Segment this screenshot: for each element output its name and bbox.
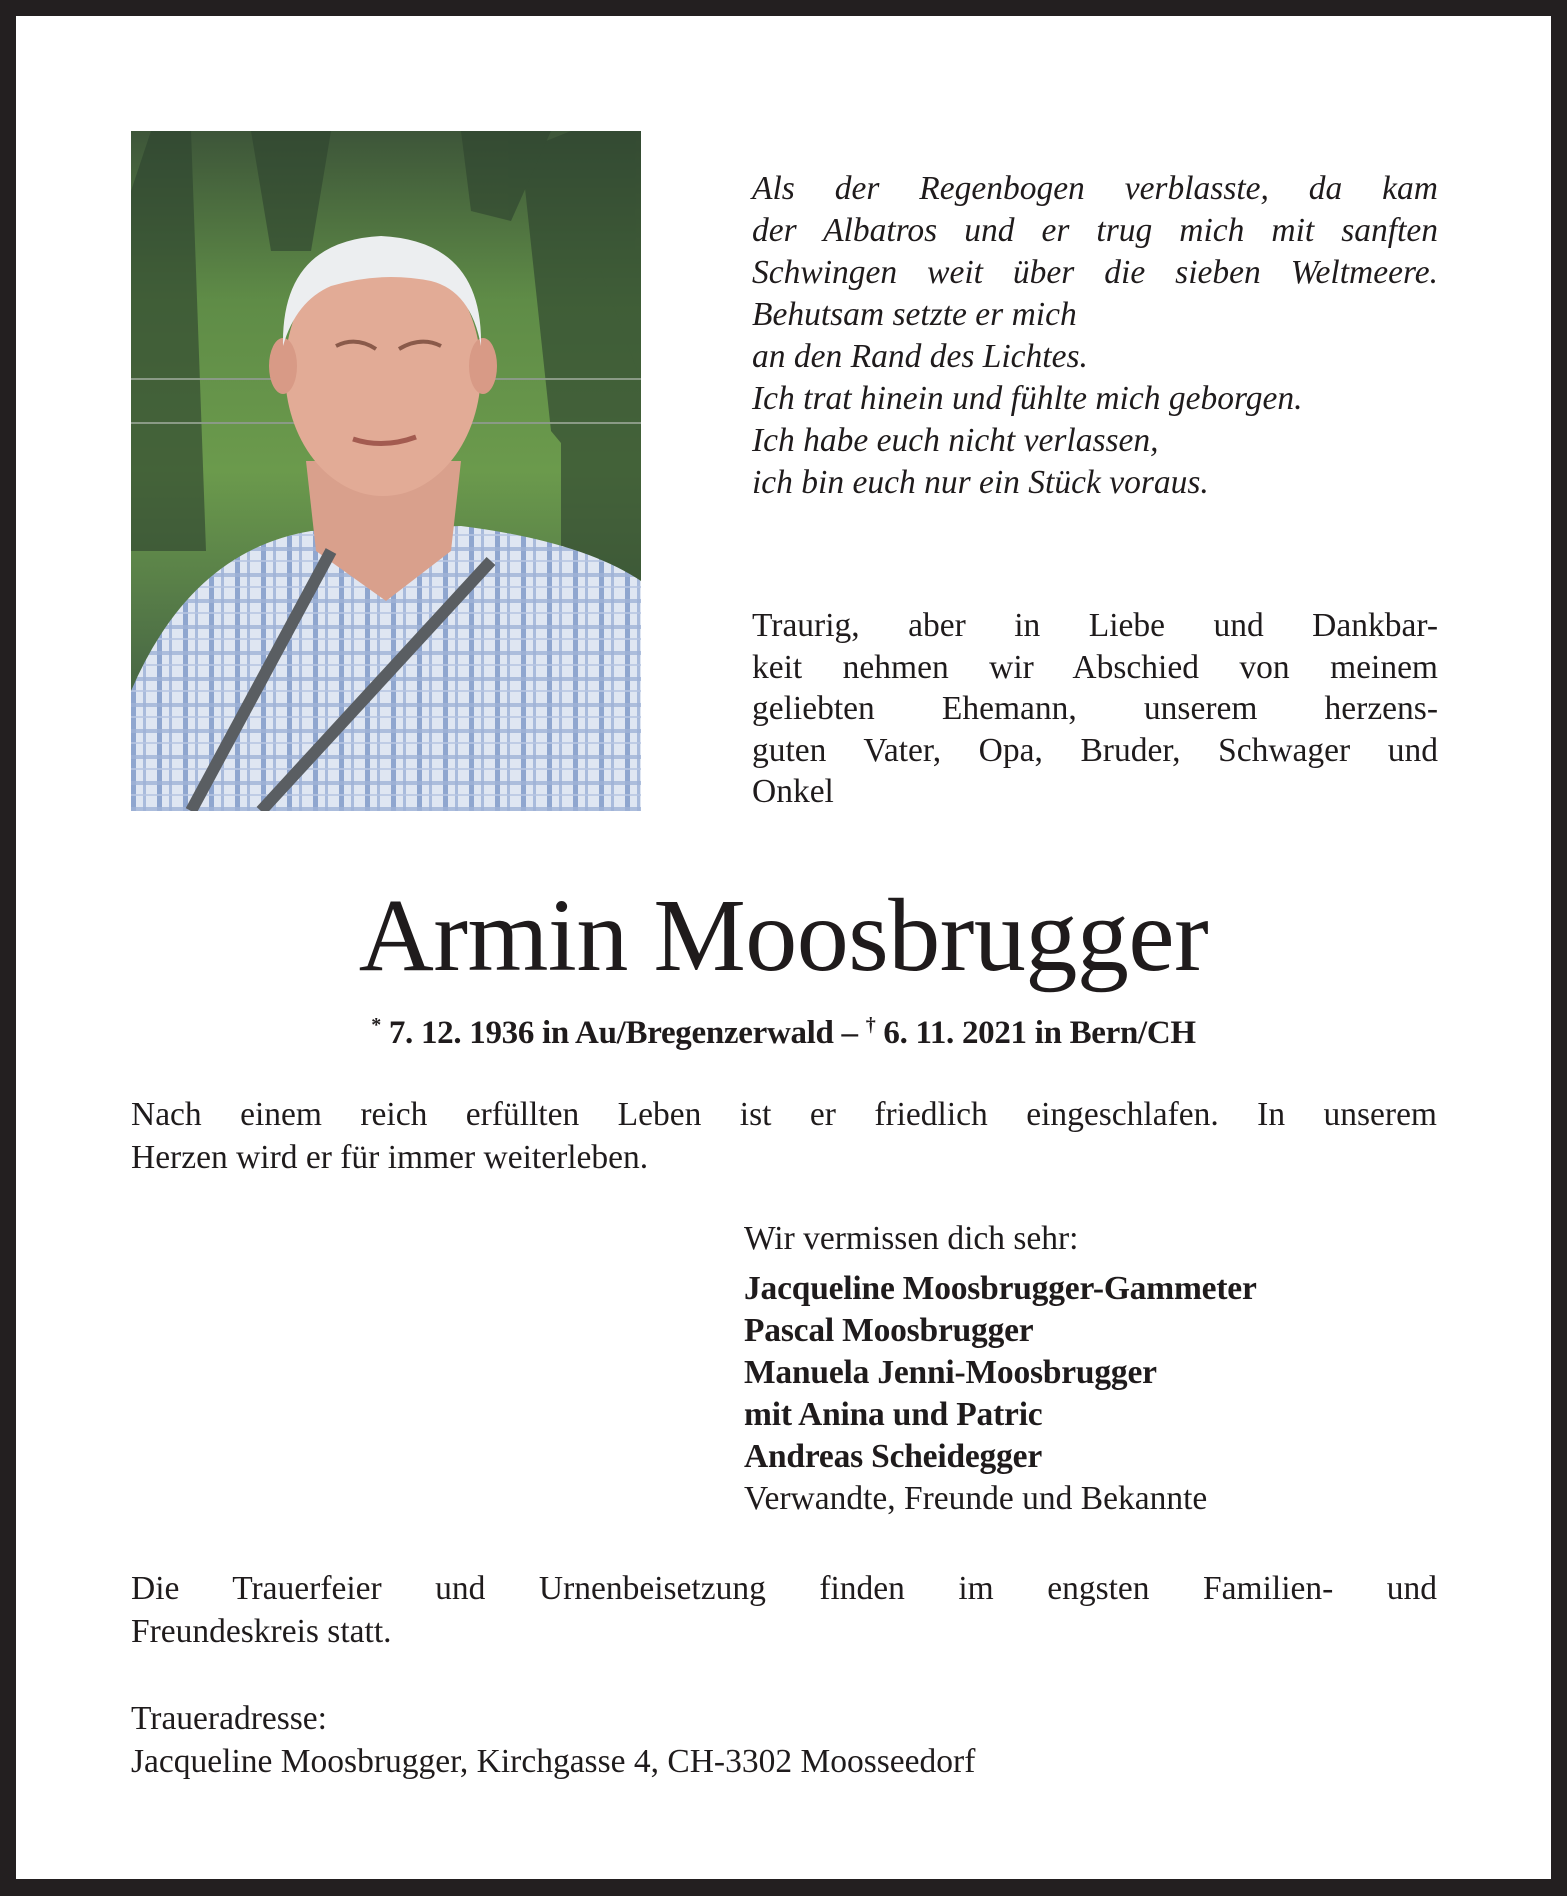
portrait-illustration	[131, 131, 641, 811]
poem-line: Ich habe euch nicht verlassen,	[752, 422, 1159, 459]
poem-line: ich bin euch nur ein Stück voraus.	[752, 464, 1209, 501]
poem-line: Als der Regenbogen verblasste, da kam	[752, 170, 1438, 207]
intro-line: guten Vater, Opa, Bruder, Schwager und	[752, 731, 1438, 769]
deceased-name: Armin Moosbrugger	[358, 878, 1209, 993]
birth-symbol: *	[371, 1014, 381, 1036]
ceremony-notice	[131, 1567, 1437, 1653]
mourner-name: Jacqueline Moosbrugger-Gammeter	[744, 1270, 1257, 1307]
portrait-photo	[131, 131, 641, 811]
death-info: 6. 11. 2021 in Bern/CH	[883, 1015, 1196, 1051]
poem-line: Ich trat hinein und fühlte mich geborgen.	[752, 380, 1303, 417]
mourner-name: Manuela Jenni-Moosbrugger	[744, 1354, 1157, 1391]
poem-line: an den Rand des Lichtes.	[752, 338, 1088, 375]
intro-line: Onkel	[752, 773, 834, 810]
ceremony-line: Freundeskreis statt.	[131, 1613, 392, 1650]
life-dates	[0, 1013, 1567, 1053]
intro-line: Traurig, aber in Liebe und Dankbar-	[752, 607, 1438, 644]
birth-info: 7. 12. 1936 in Au/Bregenzerwald	[388, 1015, 834, 1051]
farewell-intro	[752, 605, 1438, 813]
date-separator: –	[833, 1015, 866, 1051]
mourners	[744, 1218, 1464, 1520]
poem-line: Schwingen weit über die sieben Weltmeere.	[752, 254, 1438, 291]
address-label: Traueradresse:	[131, 1700, 327, 1737]
message-line: Nach einem reich erfüllten Leben ist er friedlich eingeschlafen. In unserem	[131, 1096, 1437, 1133]
mourners-heading: Wir vermissen dich sehr:	[744, 1220, 1079, 1257]
intro-line: keit nehmen wir Abschied von meinem	[752, 648, 1438, 686]
address-value: Jacqueline Moosbrugger, Kirchgasse 4, CH-3302 Moosseedorf	[131, 1743, 976, 1780]
intro-line: geliebten Ehemann, unserem herzens-	[752, 690, 1438, 727]
mourner-name: Andreas Scheidegger	[744, 1438, 1042, 1475]
poem-line: der Albatros und er trug mich mit sanften	[752, 212, 1438, 249]
death-symbol: †	[865, 1014, 876, 1036]
message-line: Herzen wird er für immer weiterleben.	[131, 1139, 649, 1176]
ceremony-line: Die Trauerfeier und Urnenbeisetzung finden im engsten Familien- und	[131, 1570, 1437, 1607]
mourning-address	[131, 1697, 1437, 1783]
poem-line: Behutsam setzte er mich	[752, 296, 1077, 333]
mourner-name: mit Anina und Patric	[744, 1396, 1043, 1433]
message	[131, 1093, 1437, 1179]
poem	[752, 168, 1438, 504]
mourners-others: Verwandte, Freunde und Bekannte	[744, 1480, 1208, 1517]
mourner-name: Pascal Moosbrugger	[744, 1312, 1034, 1349]
